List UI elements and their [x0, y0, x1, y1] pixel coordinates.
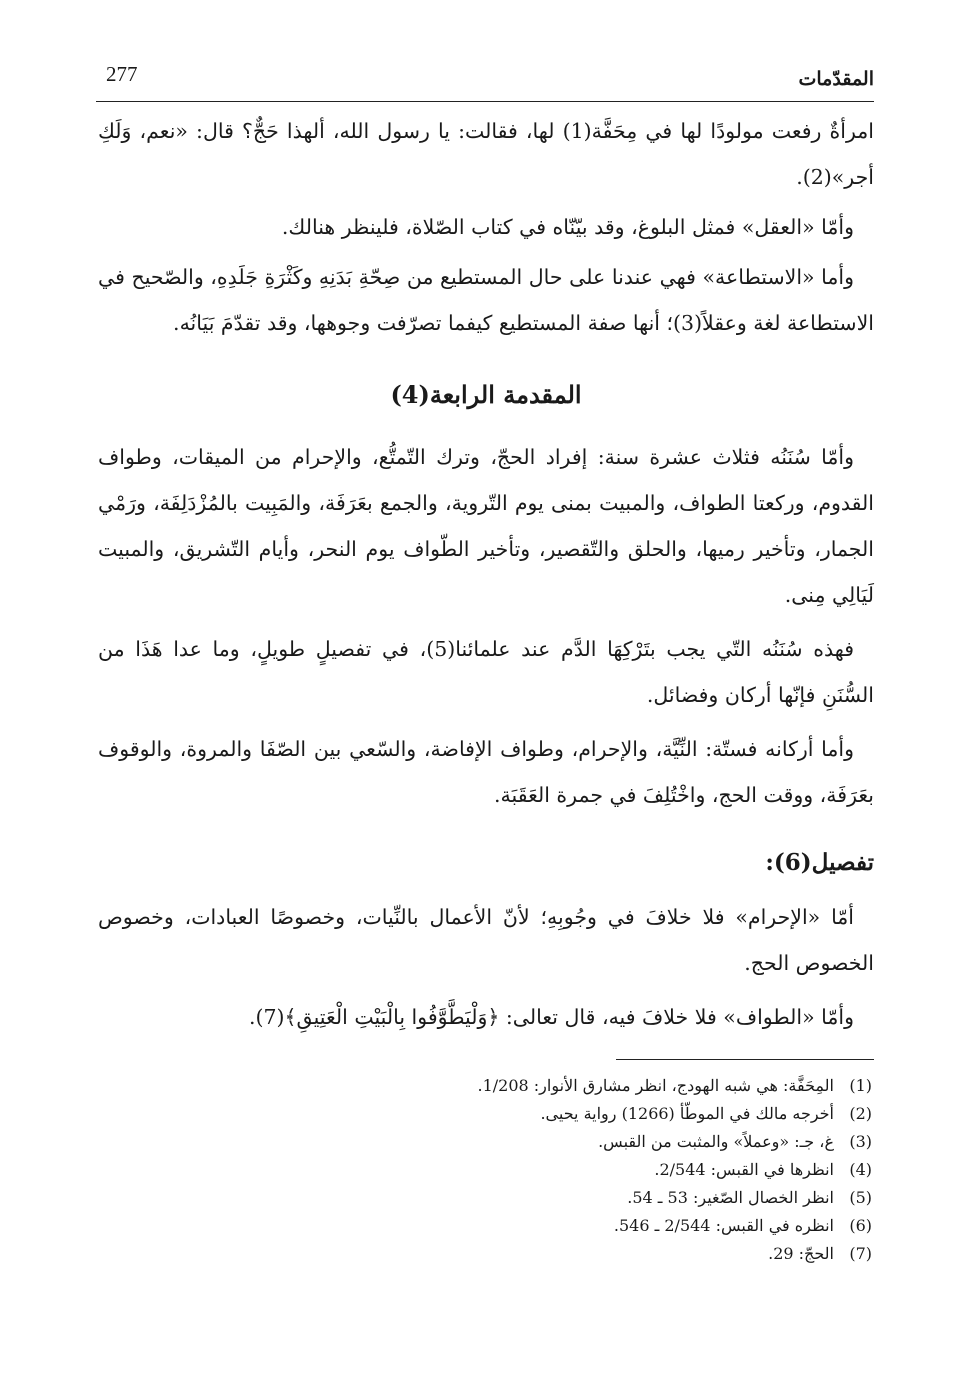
footnote-5 [300, 1184, 872, 1212]
footnote-4 [300, 1156, 872, 1184]
footnote-text: أخرجه مالك في الموطّأ (1266) رواية يحيى. [540, 1104, 834, 1123]
paragraph-5: فهذه سُنَنُه التّي يجب بتَرْكِهَا الدَّم عند علمائنا(5)، في تفصيلٍ طويلٍ، وما عدا هَذَا من السُّنَنِ فإنّها أركان وفضائل. [98, 637, 874, 707]
paragraph-7: أمّا «الإحرام» فلا خلافَ في وجُوبِهِ؛ لأنّ الأعمال بالنِّيات، وخصوصًا العبادات، وخصوص الخصوص الحج. [98, 905, 874, 975]
footnote-number: (1) [849, 1076, 872, 1095]
footnote-number: (7) [849, 1244, 872, 1263]
paragraph-8: وأمّا «الطواف» فلا خلافَ فيه، قال تعالى: ﴿وَلْيَطَّوَّفُوا بِالْبَيْتِ الْعَتِيقِ﴾(7). [248, 1005, 854, 1029]
paragraph-1: امرأةٌ رفعت مولودًا لها في مِحَفَّة(1) لها، فقالت: يا رسول الله، ألهذا حَجٌّ؟ قال: «نعم، وَلَكِ أجر»(2). [98, 119, 874, 189]
footnote-number: (3) [849, 1132, 872, 1151]
footnote-text: انظره في القبس: 2/544 ـ 546. [613, 1216, 834, 1235]
footnote-7 [300, 1240, 872, 1268]
footnote-text: الحجّ: 29. [768, 1244, 834, 1263]
footnote-2 [300, 1100, 872, 1128]
paragraph-2: وأمّا «العقل» فمثل البلوغ، وقد بيّنّاه في كتاب الصّلاة، فلينظر هنالك. [281, 215, 854, 239]
paragraph-6: وأما أركانه فستّة: النِّيَّة، والإحرام، وطواف الإفاضة، والسّعي بين الصّفَا والمروة، والوقوف بعَرَفَة، ووقت الحج، واخْتُلِفَ في جمرة العَقَبَة. [98, 737, 874, 807]
running-head: المقدّمات [798, 68, 874, 90]
footnote-rule [616, 1059, 874, 1060]
page-number: 277 [106, 62, 138, 86]
footnote-number: (2) [849, 1104, 872, 1123]
footnote-number: (6) [849, 1216, 872, 1235]
footnote-text: انظرها في القبس: 2/544. [654, 1160, 834, 1179]
footnote-number: (5) [849, 1188, 872, 1207]
footnote-6 [300, 1212, 872, 1240]
page-header [96, 62, 874, 96]
body-text [98, 108, 874, 1048]
sub-title: تفصيل(6): [765, 849, 874, 876]
footnote-text: المِحَفَّة: هي شبه الهودج، انظر مشارق الأنوار: 1/208. [477, 1076, 834, 1095]
paragraph-3: وأما «الاستطاعة» فهي عندنا على حال المستطيع من صِحّةِ بَدَنِهِ وكَثْرَةِ جَلَدِهِ، والصّحيح في الاستطاعة لغة وعقلاً(3)؛ أنها صفة المستطيع كيفما تصرّفت وجوهها، وقد تقدّمَ بَيَانُه. [98, 265, 874, 335]
paragraph-4: وأمّا سُنَنُه فثلاث عشرة سنة: إفراد الحجّ، وترك التّمتُّع، والإحرام من الميقات، وطواف القدوم، وركعتا الطواف، والمبيت بمنى يوم التّروية، والجمع بعَرَفَة، والمَبِيت بالمُزْدَلِفَة، ورَمْي الجمار، وتأخير رميها، والحلق والتّقصير، وتأخير الطّواف يوم النحر، وأيام التّشريق، والمبيت لَيَالِي مِنى. [98, 445, 874, 607]
header-rule [96, 101, 874, 102]
footnote-text: انظر الخصال الصّغير: 53 ـ 54. [627, 1188, 834, 1207]
footnote-3 [300, 1128, 872, 1156]
footnote-1 [300, 1072, 872, 1100]
footnote-text: غ، جـ: «وعملاً» والمثبت من القبس. [598, 1132, 834, 1151]
footnotes [300, 1072, 872, 1268]
footnote-number: (4) [849, 1160, 872, 1179]
section-title: المقدمة الرابعة(4) [390, 380, 582, 409]
